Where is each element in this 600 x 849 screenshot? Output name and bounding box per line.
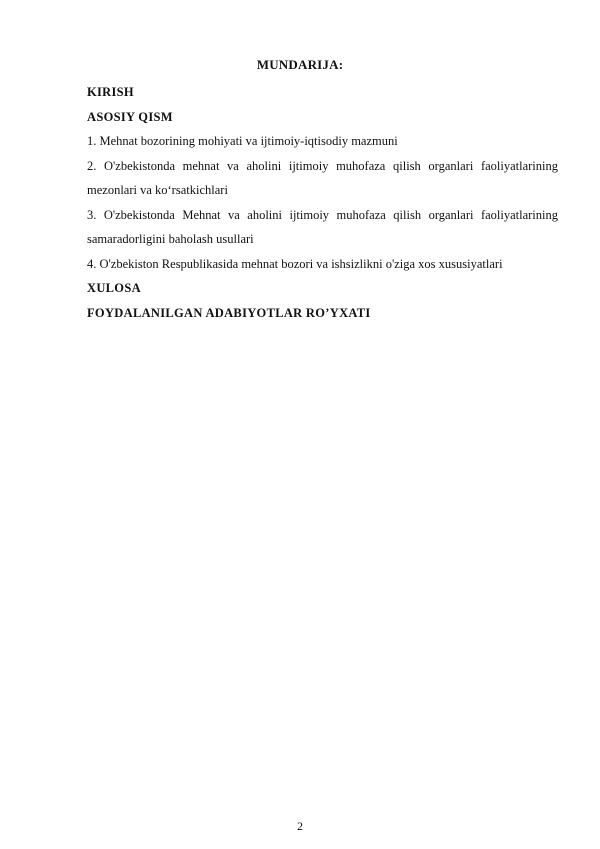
toc-heading-introduction: KIRISH	[87, 85, 134, 99]
table-of-contents	[87, 80, 558, 325]
toc-item-3: 3. O'zbekistonda Mehnat va aholini ijtimoiy muhofaza qilish organlari faoliyatlarining samaradorligini baholash usullari	[87, 207, 558, 246]
toc-heading-conclusion: XULOSA	[87, 281, 141, 295]
toc-item-4: 4. O'zbekiston Respublikasida mehnat bozori va ishsizlikni o'ziga xos xususiyatlari	[87, 256, 503, 271]
toc-item-1: 1. Mehnat bozorining mohiyati va ijtimoiy-iqtisodiy mazmuni	[87, 134, 398, 148]
toc-item-2: 2. O'zbekistonda mehnat va aholini ijtimoiy muhofaza qilish organlari faoliyatlarining mezonlari va ko‘rsatkichlari	[87, 158, 558, 197]
toc-heading-main-part: ASOSIY QISM	[87, 109, 173, 124]
toc-heading-references: FOYDALANILGAN ADABIYOTLAR RO’YXATI	[87, 305, 371, 320]
page-number: 2	[297, 819, 303, 833]
page-title: MUNDARIJA:	[256, 57, 344, 72]
